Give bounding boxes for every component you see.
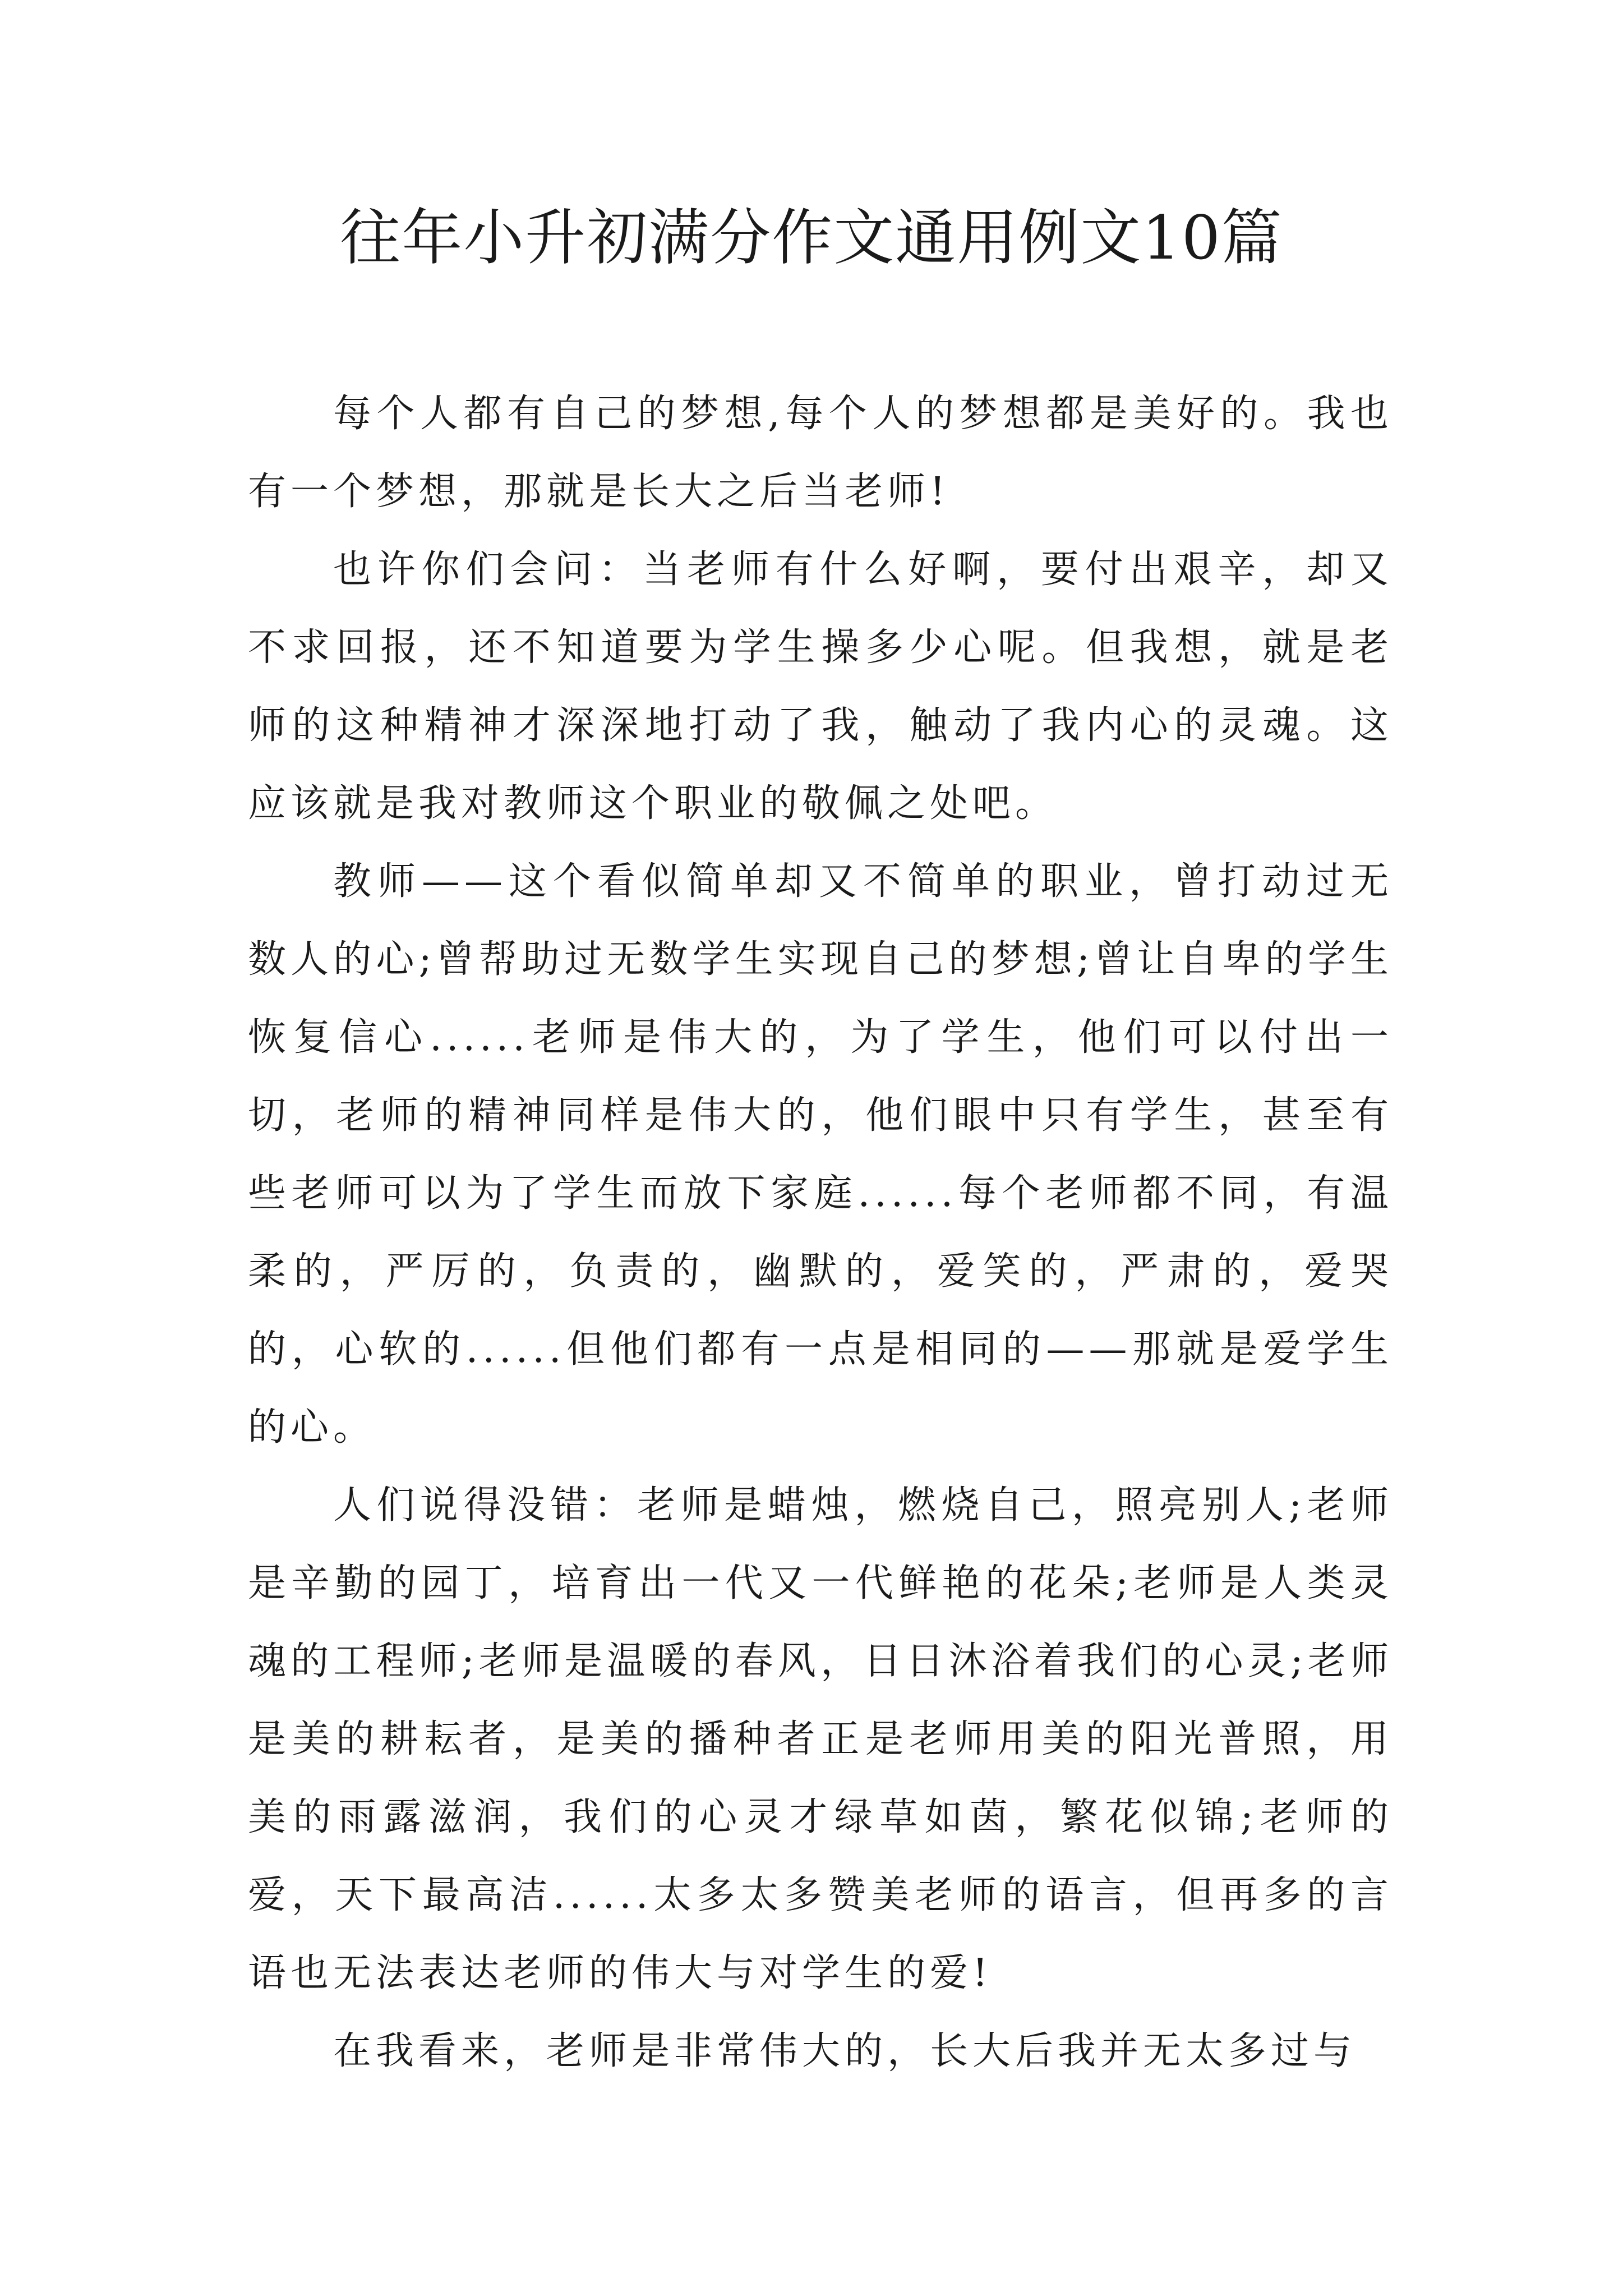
document-body bbox=[248, 375, 1393, 2090]
paragraph-5: 在我看来，老师是非常伟大的，长大后我并无太多过与 bbox=[333, 2029, 1357, 2073]
paragraph-3: 教师——这个看似简单却又不简单的职业，曾打动过无数人的心;曾帮助过无数学生实现自己的梦想;曾让自卑的学生恢复信心......老师是伟大的，为了学生，他们可以付出一切，老师的精神同样是伟大的，他们眼中只有学生，甚至有些老师可以为了学生而放下家庭......每个老师都不同，有温柔的，严厉的，负责的，幽默的，爱笑的，严肃的，爱哭的，心软的......但他们都有一点是相同的——那就是爱学生的心。 bbox=[248, 859, 1393, 1450]
paragraph-1: 每个人都有自己的梦想,每个人的梦想都是美好的。我也有一个梦想，那就是长大之后当老师! bbox=[248, 392, 1393, 514]
document-title: 往年小升初满分作文通用例文10篇 bbox=[340, 203, 1283, 273]
paragraph-2: 也许你们会问：当老师有什么好啊，要付出艰辛，却又不求回报，还不知道要为学生操多少心呢。但我想，就是老师的这种精神才深深地打动了我，触动了我内心的灵魂。这应该就是我对教师这个职业的敬佩之处吧。 bbox=[248, 547, 1393, 826]
paragraph-4: 人们说得没错：老师是蜡烛，燃烧自己，照亮别人;老师是辛勤的园丁，培育出一代又一代鲜艳的花朵;老师是人类灵魂的工程师;老师是温暖的春风，日日沐浴着我们的心灵;老师是美的耕耘者，是美的播种者正是老师用美的阳光普照，用美的雨露滋润，我们的心灵才绿草如茵，繁花似锦;老师的爱，天下最高洁......太多太多赞美老师的语言，但再多的言语也无法表达老师的伟大与对学生的爱! bbox=[248, 1483, 1393, 1995]
